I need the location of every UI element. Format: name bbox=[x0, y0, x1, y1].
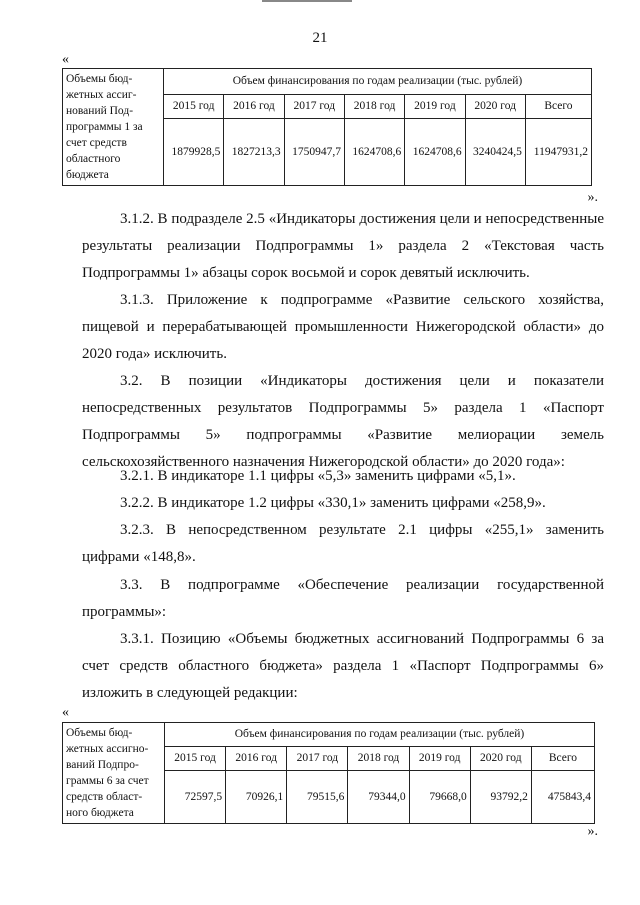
table2-value: 79668,0 bbox=[409, 770, 470, 823]
table2-close-quote: ». bbox=[587, 824, 598, 839]
table2-value: 72597,5 bbox=[165, 770, 226, 823]
table2-value: 70926,1 bbox=[226, 770, 287, 823]
table2-year: 2019 год bbox=[409, 746, 470, 770]
paragraph-3-2-1: 3.2.1. В индикаторе 1.1 цифры «5,3» заменить цифрами «5,1». bbox=[120, 468, 516, 484]
paragraph-3-2: 3.2. В позиции «Индикаторы достижения цели и показатели непосредственных результатов Подпрограммы 5» раздела 1 «Паспорт Подпрограммы 5» подпрограммы «Развитие мелиорации земель сельскохозяйственного назначения Нижегородской области» до 2020 года»: bbox=[82, 373, 604, 470]
top-rule bbox=[262, 0, 352, 2]
paragraph-3-3-1: 3.3.1. Позицию «Объемы бюджетных ассигнований Подпрограммы 6 за счет средств областного бюджета» раздела 1 «Паспорт Подпрограммы 6» изложить в следующей редакции: bbox=[82, 631, 604, 701]
paragraph-3-1-3: 3.1.3. Приложение к подпрограмме «Развитие сельского хозяйства, пищевой и перерабатывающей промышленности Нижегородской области» до 2020 года» исключить. bbox=[82, 292, 604, 362]
table1-row-header: Объемы бюд-жетных ассиг-нований Под-программы 1 за счет средств областного бюджета bbox=[63, 69, 164, 186]
table2-year: 2015 год bbox=[165, 746, 226, 770]
table1-value: 3240424,5 bbox=[465, 118, 525, 185]
table2-header: Объем финансирования по годам реализации (тыс. рублей) bbox=[165, 723, 595, 747]
table1-total-value: 11947931,2 bbox=[525, 118, 591, 185]
page-number: 21 bbox=[312, 30, 328, 46]
table1-header: Объем финансирования по годам реализации (тыс. рублей) bbox=[164, 69, 592, 95]
table1-value: 1879928,5 bbox=[164, 118, 224, 185]
table1-year: 2017 год bbox=[284, 94, 344, 118]
table2-row-header: Объемы бюд-жетных ассигно-ваний Подпро-граммы 6 за счет средств област-ного бюджета bbox=[63, 723, 165, 824]
table2-total-value: 475843,4 bbox=[531, 770, 594, 823]
table2-funding bbox=[62, 722, 595, 824]
table2-year: 2016 год bbox=[226, 746, 287, 770]
table2-value: 79344,0 bbox=[348, 770, 409, 823]
table1-funding bbox=[62, 68, 592, 186]
paragraph-3-2-3: 3.2.3. В непосредственном результате 2.1 цифры «255,1» заменить цифрами «148,8». bbox=[82, 522, 604, 565]
paragraph-3-2-2: 3.2.2. В индикаторе 1.2 цифры «330,1» заменить цифрами «258,9». bbox=[120, 495, 546, 511]
table1-open-quote: « bbox=[62, 52, 69, 67]
table1-year: 2020 год bbox=[465, 94, 525, 118]
table2-year: 2017 год bbox=[287, 746, 348, 770]
table1-year: 2019 год bbox=[405, 94, 465, 118]
table2-value: 79515,6 bbox=[287, 770, 348, 823]
table1-value: 1827213,3 bbox=[224, 118, 284, 185]
table2-open-quote: « bbox=[62, 705, 69, 720]
table1-value: 1750947,7 bbox=[284, 118, 344, 185]
table1-value: 1624708,6 bbox=[405, 118, 465, 185]
table1-total-label: Всего bbox=[525, 94, 591, 118]
paragraph-3-1-2: 3.1.2. В подразделе 2.5 «Индикаторы достижения цели и непосредственные результаты реализации Подпрограммы 1» раздела 2 «Текстовая часть Подпрограммы 1» абзацы сорок восьмой и сорок девятый исключить. bbox=[82, 211, 604, 281]
table1-close-quote: ». bbox=[587, 190, 598, 205]
table1-year: 2018 год bbox=[344, 94, 404, 118]
table2-year: 2020 год bbox=[470, 746, 531, 770]
table2-total-label: Всего bbox=[531, 746, 594, 770]
table1-value: 1624708,6 bbox=[344, 118, 404, 185]
table2-value: 93792,2 bbox=[470, 770, 531, 823]
table1-year: 2016 год bbox=[224, 94, 284, 118]
table1-year: 2015 год bbox=[164, 94, 224, 118]
paragraph-3-3: 3.3. В подпрограмме «Обеспечение реализации государственной программы»: bbox=[82, 577, 604, 620]
table2-year: 2018 год bbox=[348, 746, 409, 770]
